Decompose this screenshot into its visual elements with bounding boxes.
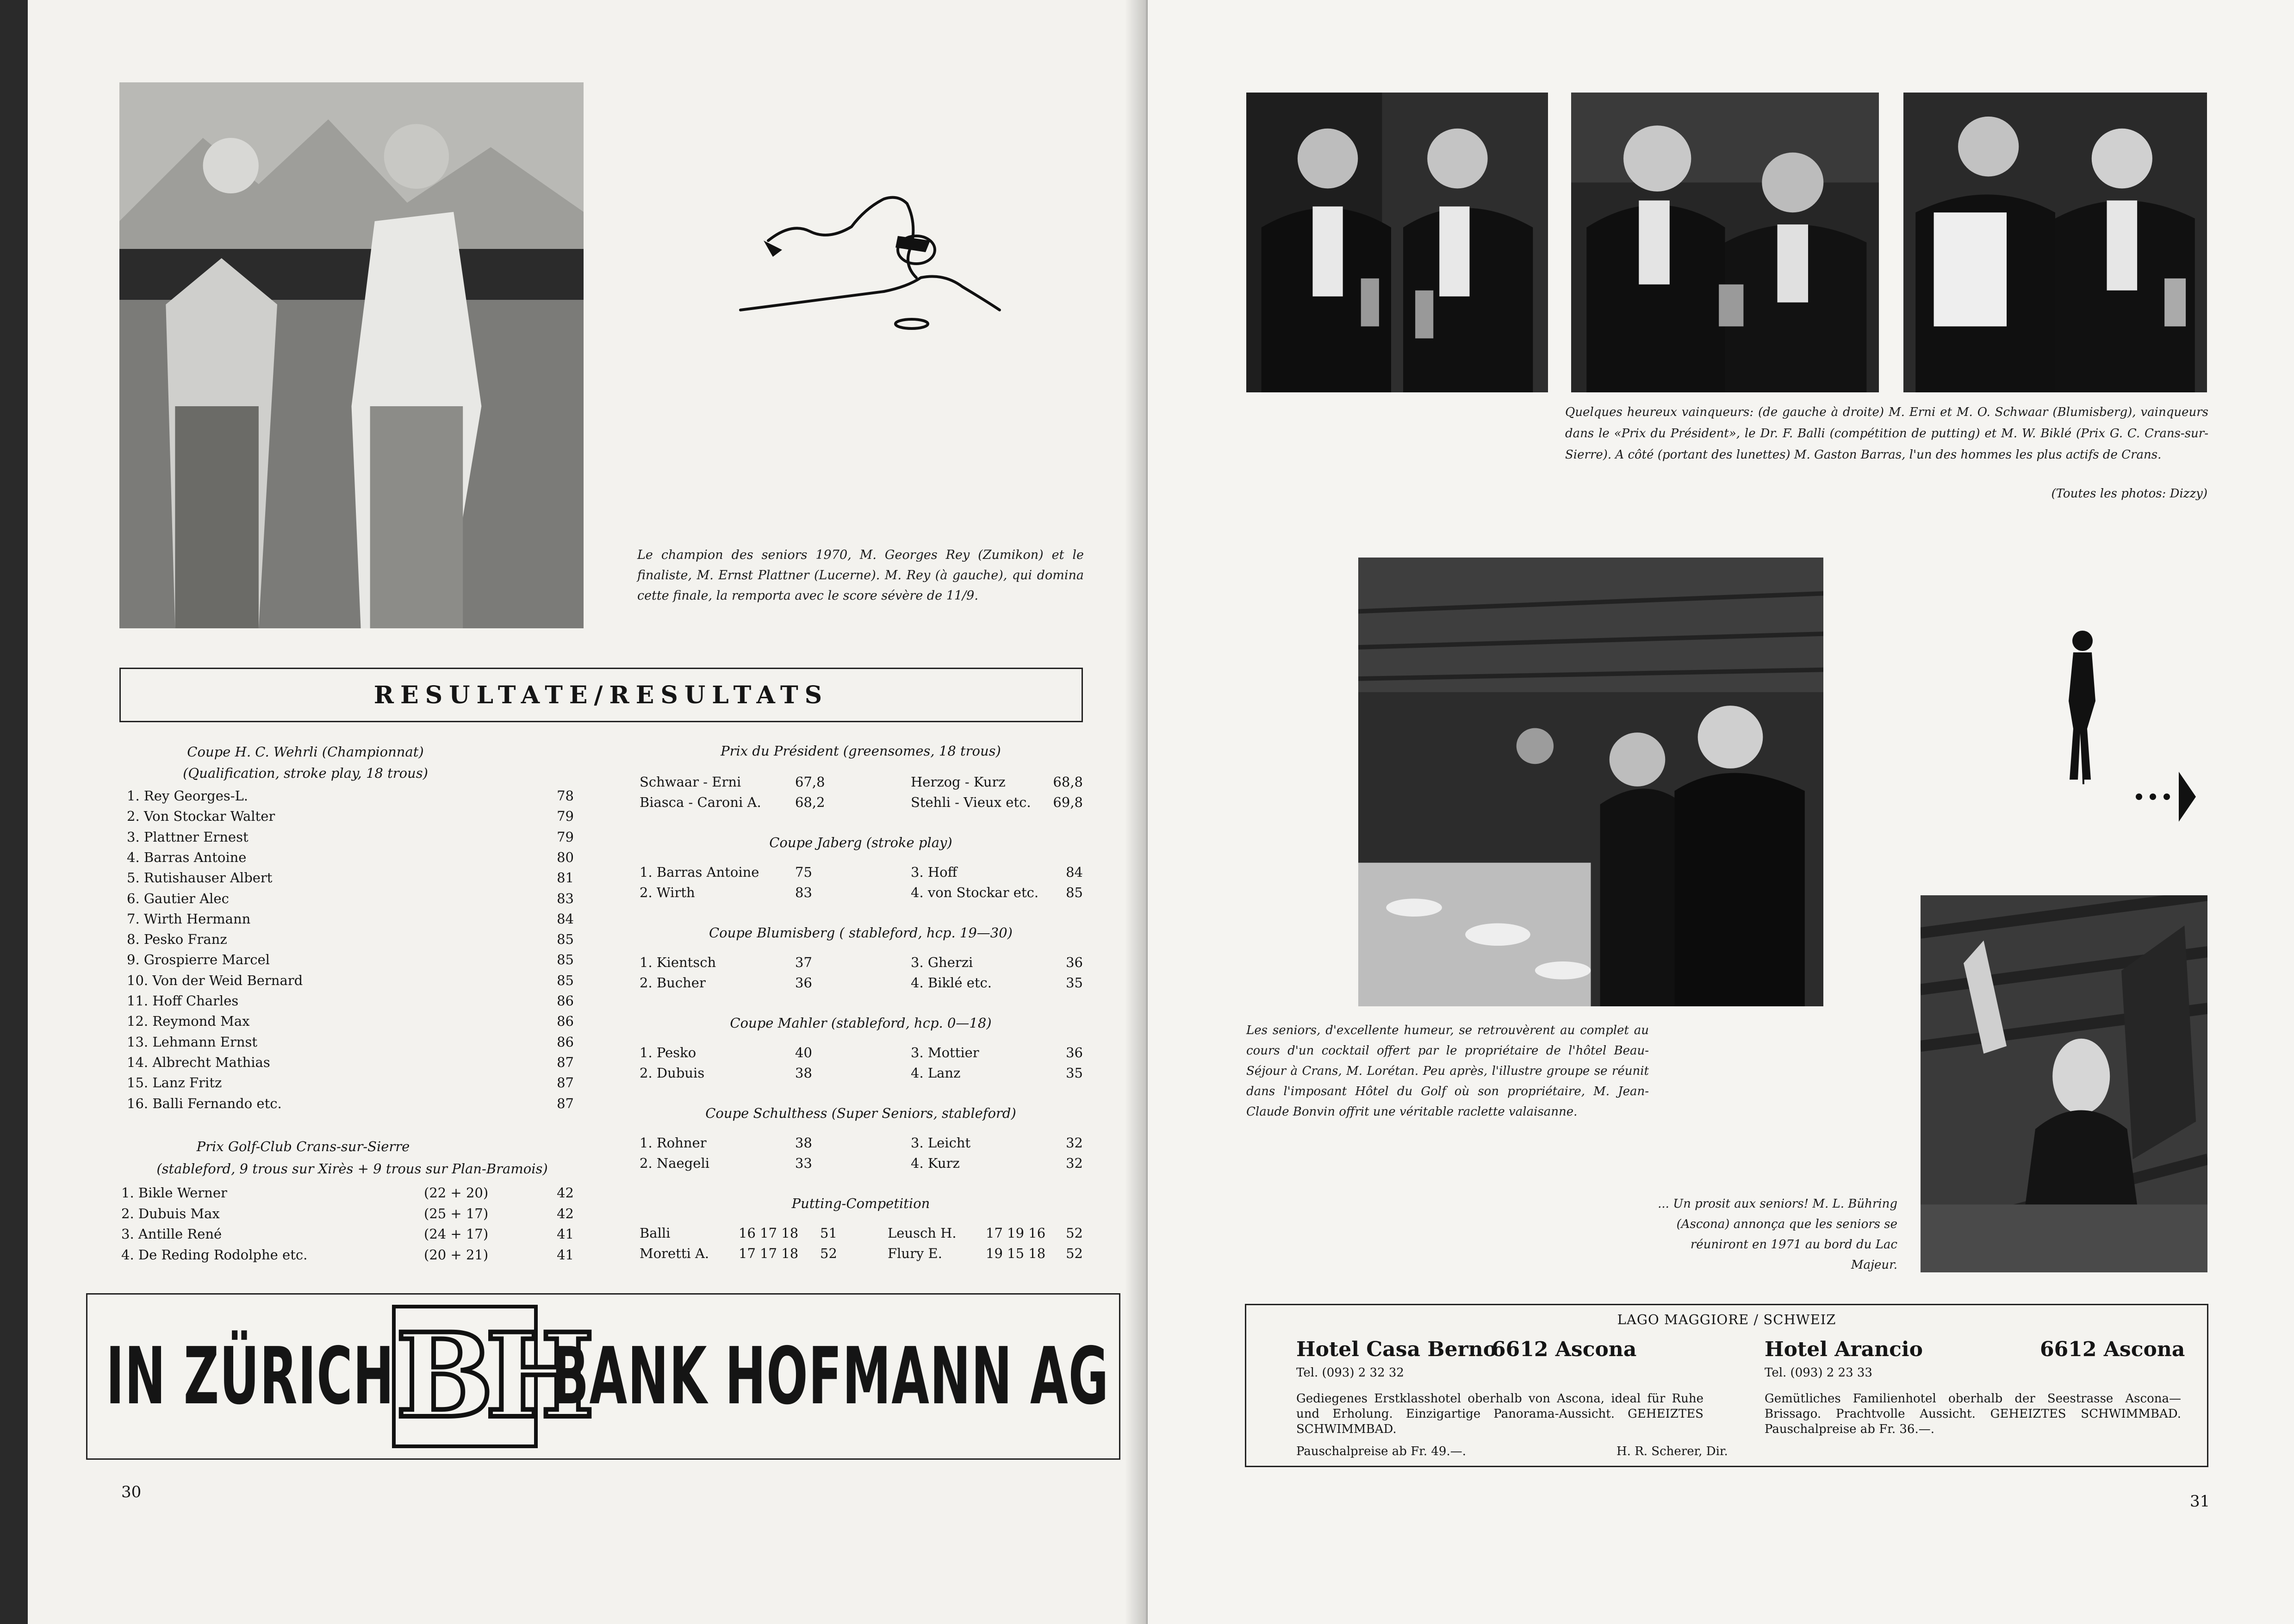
results-heading-text: RESULTATE/RESULTATS <box>373 681 829 709</box>
result-detail: (25 + 17) <box>424 1205 489 1221</box>
page-number-left: 30 <box>121 1483 142 1501</box>
result-name: 6. Gautier Alec <box>127 890 229 906</box>
result-name: 9. Grospierre Marcel <box>127 952 270 968</box>
result-score: 42 <box>557 1185 574 1201</box>
hotel2-director: H. R. Scherer, Dir. <box>1616 1444 1728 1458</box>
arrow-right-icon <box>2133 768 2198 824</box>
bank-logo <box>392 1305 586 1448</box>
wehrli-subtitle: (Qualification, stroke play, 18 trous) <box>183 765 428 781</box>
winners-photo-1 <box>1246 93 1548 392</box>
wehrli-title: Coupe H. C. Wehrli (Championnat) <box>187 744 424 760</box>
president-title: Prix du Président (greensomes, 18 trous) <box>721 743 1001 759</box>
blumisberg-entry-score: 36 <box>795 975 812 991</box>
blumisberg-entry: 2. Bucher <box>640 975 706 991</box>
result-name: 4. Barras Antoine <box>127 849 247 865</box>
champion-caption: Le champion des seniors 1970, M. Georges Rey (Zumikon) et le finaliste, M. Ernst Plattner (Lucerne). M. Rey (à gauche), qui domina cette finale, la remporta avec le score sévère de 11/9. <box>637 548 1084 603</box>
result-score: 86 <box>557 1034 574 1050</box>
prosit-photo <box>1921 895 2207 1272</box>
hotel1-price: Pauschalpreise ab Fr. 49.—. <box>1296 1444 1466 1458</box>
result-name: 1. Rey Georges-L. <box>127 788 249 804</box>
hotel2-place: 6612 Ascona <box>2040 1338 2185 1361</box>
bank-logo-letters: BH <box>396 1308 586 1444</box>
blumisberg-entry: 3. Gherzi <box>911 955 973 970</box>
putting-name: Leusch H. <box>888 1225 957 1241</box>
jaberg-entry: 3. Hoff <box>911 864 957 880</box>
result-score: 79 <box>557 808 574 824</box>
mahler-entry-score: 35 <box>1066 1065 1083 1081</box>
bank-hofmann-ad <box>86 1293 1120 1460</box>
page-number-right: 31 <box>2190 1492 2210 1511</box>
hotel2-description: Gemütliches Familienhotel oberhalb der Seestrasse Ascona—Brissago. Prachtvolle Aussicht. GEHEIZTES SCHWIMMBAD. Pauschalpreise ab Fr. 36.—. <box>1765 1392 2181 1436</box>
result-score: 85 <box>557 931 574 948</box>
putting-total: 51 <box>820 1225 837 1241</box>
blumisberg-entry: 4. Biklé etc. <box>911 975 992 991</box>
golfer-cartoon <box>713 171 1009 338</box>
result-name: 13. Lehmann Ernst <box>127 1034 258 1050</box>
winners-photo-3 <box>1903 93 2207 392</box>
schulthess-entry: 4. Kurz <box>911 1155 960 1171</box>
result-score: 81 <box>557 870 574 886</box>
right-page <box>1148 0 2294 1624</box>
president-entry: Schwaar - Erni <box>640 774 741 790</box>
crans-subtitle: (stableford, 9 trous sur Xirès + 9 trous sur Plan-Bramois) <box>156 1161 548 1177</box>
schulthess-entry: 1. Rohner <box>640 1135 707 1151</box>
putting-name: Moretti A. <box>640 1246 709 1261</box>
result-score: 41 <box>557 1226 574 1242</box>
result-name: 15. Lanz Fritz <box>127 1075 222 1091</box>
result-name: 2. Dubuis Max <box>121 1205 220 1221</box>
result-name: 10. Von der Weid Bernard <box>127 972 303 988</box>
mahler-entry: 3. Mottier <box>911 1045 979 1060</box>
results-heading <box>119 668 1083 722</box>
mahler-entry: 4. Lanz <box>911 1065 961 1081</box>
result-name: 7. Wirth Hermann <box>127 911 251 927</box>
result-score: 84 <box>557 911 574 927</box>
jaberg-entry-score: 85 <box>1066 885 1083 900</box>
result-name: 8. Pesko Franz <box>127 931 227 948</box>
hotel-ad-header: LAGO MAGGIORE / SCHWEIZ <box>1617 1312 1836 1327</box>
prosit-caption: ... Un prosit aux seniors! M. L. Bühring (Ascona) annonça que les seniors se réuniront en 1971 au bord du Lac Majeur. <box>1658 1197 1897 1272</box>
schulthess-entry: 3. Leicht <box>911 1135 971 1151</box>
result-score: 78 <box>557 788 574 804</box>
result-name: 5. Rutishauser Albert <box>127 870 273 886</box>
result-score: 80 <box>557 849 574 865</box>
jaberg-entry: 4. von Stockar etc. <box>911 885 1039 900</box>
winners-caption: Quelques heureux vainqueurs: (de gauche à droite) M. Erni et M. O. Schwaar (Blumisberg), vainqueurs dans le «Prix du Président», le Dr. F. Balli (compétition de putting) et M. W. Biklé (Prix G. C. Crans-sur-Sierre). A côté (portant des lunettes) M. Gaston Barras, l'un des hommes les plus actifs de Crans. <box>1565 405 2208 462</box>
schulthess-title: Coupe Schulthess (Super Seniors, stableford) <box>705 1105 1016 1121</box>
result-score: 85 <box>557 972 574 988</box>
photo-credit: (Toutes les photos: Dizzy) <box>2051 487 2207 501</box>
hotel1-tel: Tel. (093) 2 32 32 <box>1296 1366 1404 1380</box>
cocktail-photo <box>1358 558 1823 1006</box>
blumisberg-entry-score: 36 <box>1066 955 1083 970</box>
cocktail-caption: Les seniors, d'excellente humeur, se retrouvèrent au complet au cours d'un cocktail offert par le propriétaire de l'hôtel Beau-Séjour à Crans, M. Lorétan. Peu après, l'illustre groupe se réunit dans l'imposant Hôtel du Golf où son propriétaire, M. Jean-Claude Bonvin offrit une véritable raclette valaisanne. <box>1246 1023 1649 1119</box>
result-score: 86 <box>557 993 574 1009</box>
putting-title: Putting-Competition <box>791 1196 930 1211</box>
result-score: 87 <box>557 1075 574 1091</box>
president-entry: Biasca - Caroni A. <box>640 794 761 810</box>
putting-total: 52 <box>1066 1225 1083 1241</box>
result-detail: (24 + 17) <box>424 1226 489 1242</box>
result-name: 1. Bikle Werner <box>121 1185 227 1201</box>
result-name: 11. Hoff Charles <box>127 993 239 1009</box>
blumisberg-entry-score: 37 <box>795 955 812 970</box>
result-name: 3. Antille René <box>121 1226 222 1242</box>
mahler-title: Coupe Mahler (stableford, hcp. 0—18) <box>730 1015 992 1031</box>
left-page <box>28 0 1148 1624</box>
result-score: 86 <box>557 1013 574 1029</box>
putting-name: Balli <box>640 1225 671 1241</box>
schulthess-entry-score: 33 <box>795 1155 812 1171</box>
blumisberg-entry: 1. Kientsch <box>640 955 716 970</box>
result-detail: (22 + 20) <box>424 1185 489 1201</box>
result-score: 85 <box>557 952 574 968</box>
jaberg-entry-score: 83 <box>795 885 812 900</box>
president-entry-score: 68,2 <box>795 794 825 810</box>
jaberg-title: Coupe Jaberg (stroke play) <box>769 835 952 850</box>
crans-title: Prix Golf-Club Crans-sur-Sierre <box>196 1139 410 1154</box>
schulthess-entry-score: 38 <box>795 1135 812 1151</box>
president-entry-score: 67,8 <box>795 774 825 790</box>
hotel-ad <box>1245 1304 2208 1467</box>
mahler-entry-score: 38 <box>795 1065 812 1081</box>
blumisberg-title: Coupe Blumisberg ( stableford, hcp. 19—30) <box>709 925 1013 941</box>
result-score: 87 <box>557 1095 574 1111</box>
result-score: 42 <box>557 1205 574 1221</box>
putting-scores: 19 15 18 <box>986 1246 1046 1261</box>
result-score: 87 <box>557 1054 574 1070</box>
result-score: 41 <box>557 1246 574 1263</box>
jaberg-entry-score: 75 <box>795 864 812 880</box>
result-score: 79 <box>557 829 574 845</box>
mahler-entry-score: 40 <box>795 1045 812 1060</box>
mahler-entry-score: 36 <box>1066 1045 1083 1060</box>
schulthess-entry-score: 32 <box>1066 1135 1083 1151</box>
president-entry: Stehli - Vieux etc. <box>911 794 1031 810</box>
result-name: 16. Balli Fernando etc. <box>127 1095 282 1111</box>
result-name: 3. Plattner Ernest <box>127 829 249 845</box>
president-entry-score: 68,8 <box>1053 774 1083 790</box>
golfer-illustration <box>2055 627 2110 793</box>
result-name: 12. Reymond Max <box>127 1013 250 1029</box>
putting-scores: 17 17 18 <box>739 1246 799 1261</box>
jaberg-entry: 1. Barras Antoine <box>640 864 759 880</box>
result-name: 2. Von Stockar Walter <box>127 808 275 824</box>
champion-photo <box>119 82 584 628</box>
result-detail: (20 + 21) <box>424 1246 489 1263</box>
president-entry: Herzog - Kurz <box>911 774 1006 790</box>
bank-ad-right-text: BANK HOFMANN AG <box>552 1331 1109 1422</box>
result-name: 4. De Reding Rodolphe etc. <box>121 1246 308 1263</box>
putting-scores: 17 19 16 <box>986 1225 1046 1241</box>
hotel2-tel: Tel. (093) 2 23 33 <box>1765 1366 1872 1380</box>
putting-total: 52 <box>820 1246 837 1261</box>
blumisberg-entry-score: 35 <box>1066 975 1083 991</box>
schulthess-entry-score: 32 <box>1066 1155 1083 1171</box>
president-entry-score: 69,8 <box>1053 794 1083 810</box>
bank-ad-left-text: IN ZÜRICH <box>106 1331 395 1422</box>
hotel1-name: Hotel Casa Berno <box>1296 1338 1497 1361</box>
putting-name: Flury E. <box>888 1246 942 1261</box>
hotel2-name: Hotel Arancio <box>1765 1338 1923 1361</box>
jaberg-entry-score: 84 <box>1066 864 1083 880</box>
putting-scores: 16 17 18 <box>739 1225 799 1241</box>
mahler-entry: 2. Dubuis <box>640 1065 705 1081</box>
hotel1-place: 6612 Ascona <box>1492 1338 1637 1361</box>
result-name: 14. Albrecht Mathias <box>127 1054 270 1070</box>
jaberg-entry: 2. Wirth <box>640 885 695 900</box>
winners-photo-2 <box>1571 93 1879 392</box>
result-score: 83 <box>557 890 574 906</box>
mahler-entry: 1. Pesko <box>640 1045 696 1060</box>
putting-total: 52 <box>1066 1246 1083 1261</box>
schulthess-entry: 2. Naegeli <box>640 1155 709 1171</box>
hotel1-description: Gediegenes Erstklasshotel oberhalb von Ascona, ideal für Ruhe und Erholung. Einzigartige Panorama-Aussicht. GEHEIZTES SCHWIMMBAD. <box>1296 1392 1703 1436</box>
